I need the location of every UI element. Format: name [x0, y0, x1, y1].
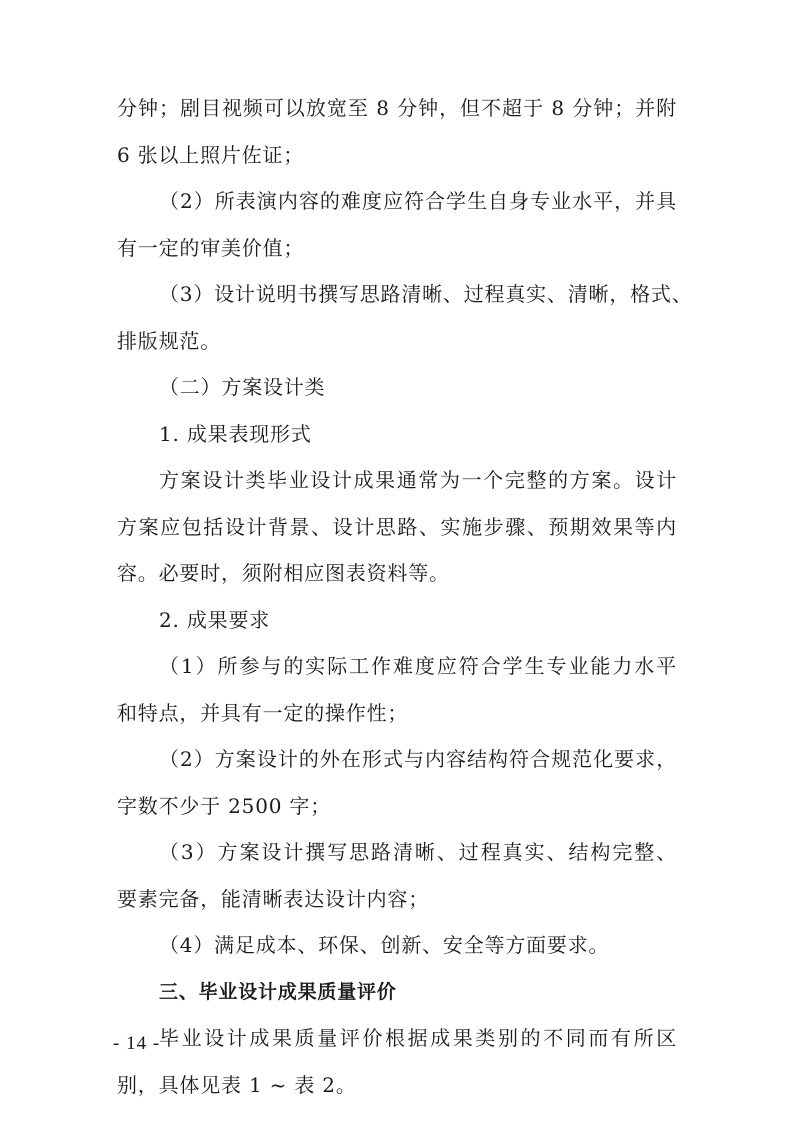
paragraph-line: 容。必要时，须附相应图表资料等。 — [117, 561, 450, 585]
paragraph-line: （1）所参与的实际工作难度应符合学生专业能力水平 — [159, 654, 677, 678]
numbered-subheading: 1. 成果表现形式 — [159, 421, 312, 446]
paragraph-line: 6 张以上照片佐证； — [117, 142, 305, 167]
paragraph-line: 别，具体见表 1 ~ 表 2。 — [117, 1072, 357, 1097]
paragraph-line: 毕业设计成果质量评价根据成果类别的不同而有所区 — [159, 1026, 677, 1050]
paragraph-line: （3）设计说明书撰写思路清晰、过程真实、清晰，格式、 — [159, 282, 693, 306]
paragraph-line: 分钟；剧目视频可以放宽至 8 分钟，但不超于 8 分钟；并附 — [117, 96, 677, 120]
paragraph-line: 方案设计类毕业设计成果通常为一个完整的方案。设计 — [159, 468, 677, 492]
paragraph-line: 排版规范。 — [117, 328, 221, 353]
page-number: - 14 - — [113, 1033, 161, 1054]
paragraph-line: 方案应包括设计背景、设计思路、实施步骤、预期效果等内 — [117, 514, 677, 539]
paragraph-line: （2）方案设计的外在形式与内容结构符合规范化要求， — [159, 747, 677, 771]
paragraph-line: （4）满足成本、环保、创新、安全等方面要求。 — [159, 933, 610, 957]
paragraph-line: （2）所表演内容的难度应符合学生自身专业水平，并具 — [159, 189, 677, 213]
paragraph-line: （3）方案设计撰写思路清晰、过程真实、结构完整、 — [159, 840, 677, 864]
paragraph-line: 要素完备，能清晰表达设计内容； — [117, 886, 429, 911]
section-heading: 三、毕业设计成果质量评价 — [159, 980, 397, 1003]
section-subheading: （二）方案设计类 — [159, 375, 326, 399]
paragraph-line: 字数不少于 2500 字； — [117, 793, 332, 818]
paragraph-line: 和特点，并具有一定的操作性； — [117, 700, 409, 725]
paragraph-line: 有一定的审美价值； — [117, 235, 305, 260]
body-text — [117, 85, 693, 1108]
numbered-subheading: 2. 成果要求 — [159, 607, 271, 632]
